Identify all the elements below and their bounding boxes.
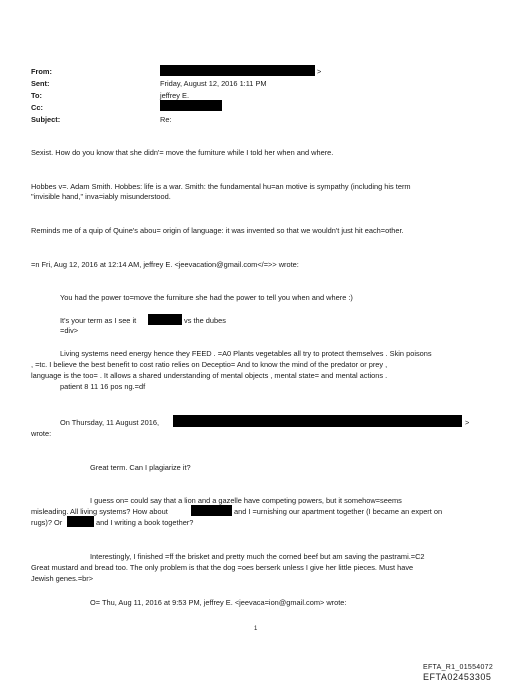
quote-header-1: =n Fri, Aug 12, 2016 at 12:14 AM, jeffrey E. <jeevacation@gmail.com</=>> wrote: [31,260,299,269]
nested-quote-paragraph-1: Great term. Can I plagiarize it? [90,463,191,472]
body-paragraph-2-line-2: "invisible hand," inva=iably misunderstood. [31,192,171,201]
doc-id-small: EFTA_R1_01554072 [423,664,494,671]
quoted-paragraph-1: You had the power to=move the furniture she had the power to tell you when and where :) [60,293,353,302]
redaction-sender [173,415,462,427]
from-value-tail: > [317,67,322,76]
from-label: From: [31,67,52,76]
subject-value: Re: [160,115,172,124]
redaction-term [148,314,182,325]
quoted-paragraph-3-line-1: Living systems need energy hence they FEED . =A0 Plants vegetables all try to protect themselves . Skin poisons [60,349,432,358]
nested-quote-paragraph-3-line-3: Jewish genes.=br> [31,574,94,583]
body-paragraph-3: Reminds me of a quip of Quine's abou= origin of language: it was invented so that we wouldn't just hit each=other. [31,226,404,235]
quoted-paragraph-2-end: vs the dubes [184,316,226,325]
nested-quote-paragraph-2-line-3-end: and I writing a book together? [96,518,194,527]
redaction-from [160,65,315,76]
quoted-paragraph-3-line-2: , =tc. I believe the best benefit to cost ratio relies on Deceptio= And to know the mind of the predator or prey , [31,360,388,369]
quote-header-2-tail: > [465,418,470,427]
redaction-name-1 [191,505,232,516]
to-value: jeffrey E. [160,91,190,100]
nested-quote-paragraph-2-line-2-end: and I =urnishing our apartment together (I became an expert on [234,507,443,516]
quote-header-3: O= Thu, Aug 11, 2016 at 9:53 PM, jeffrey E. <jeevaca=ion@gmail.com> wrote: [90,598,347,607]
nested-quote-paragraph-3-line-2: Great mustard and bread too. The only problem is that the dog =oes berserk unless I give her little pieces. Must have [31,563,414,572]
quote-header-2-start: On Thursday, 11 August 2016, [60,418,160,427]
nested-quote-paragraph-2-line-3-start: rugs)? Or [31,518,63,527]
page-number: 1 [254,626,258,632]
quoted-paragraph-3-line-3: language is the too= . It allows a shared understanding of mental objects , mental state= and mental actions . [31,371,388,380]
body-paragraph-2-line-1: Hobbes v=. Adam Smith. Hobbes: life is a war. Smith: the fundamental hu=an motive is sympathy (including his term [31,182,411,191]
quoted-paragraph-3-line-4: patient 8 11 16 pos ng.=df [60,382,146,391]
doc-id-large: EFTA02453305 [423,672,492,682]
nested-quote-paragraph-2-line-2-start: misleading. All living systems? How about [31,507,168,516]
to-label: To: [31,91,42,100]
nested-quote-paragraph-2-line-1: I guess on= could say that a lion and a gazelle have competing powers, but it somehow=seems [90,496,402,505]
redaction-cc [160,100,222,111]
sent-label: Sent: [31,79,50,88]
nested-quote-paragraph-3-line-1: Interestingly, I finished =ff the brisket and pretty much the corned beef but am saving the pastrami.=C2 [90,552,425,561]
subject-label: Subject: [31,115,61,124]
sent-value: Friday, August 12, 2016 1:11 PM [160,79,267,88]
body-paragraph-1: Sexist. How do you know that she didn'= move the furniture while I told her when and where. [31,148,334,157]
quoted-div-tag: =div> [60,326,79,335]
quoted-paragraph-2-start: It's your term as I see it [60,316,137,325]
cc-label: Cc: [31,103,43,112]
redaction-name-2 [67,516,94,527]
quote-header-2-end: wrote: [31,429,52,438]
